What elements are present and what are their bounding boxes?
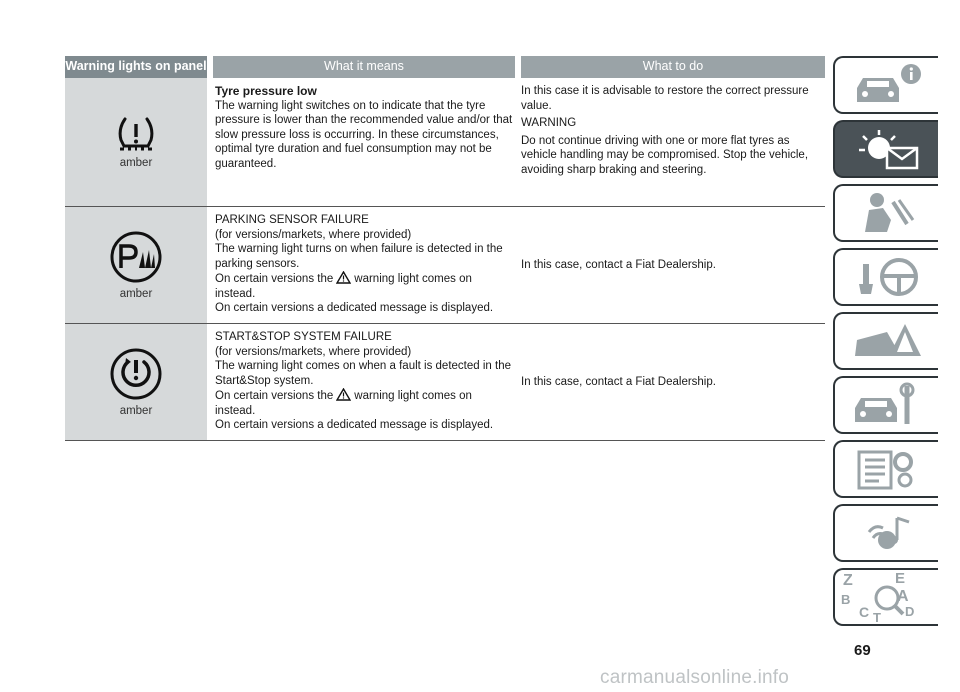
parking-sensor-icon <box>109 230 163 284</box>
emergency-icon <box>847 318 927 364</box>
meaning-text: The warning light switches on to indicate that the tyre pressure is lower than the recommended value and/or that slow pressure loss is occurring. In these circumstances, optimal tyre duration and fuel consumption may not be guaranteed. <box>215 99 513 170</box>
tyre-pressure-icon <box>116 115 156 153</box>
meaning-title: START&STOP SYSTEM FAILURE <box>215 331 392 343</box>
certain-versions-b: warning light comes on instead. <box>215 273 472 300</box>
start-stop-icon <box>109 347 163 401</box>
action-cell <box>513 78 825 206</box>
car-info-icon <box>847 62 927 108</box>
warning-light-cell <box>65 207 207 323</box>
tab-starting-driving[interactable] <box>833 248 938 306</box>
certain-versions-b: warning light comes on instead. <box>215 390 472 417</box>
technical-data-icon <box>847 446 927 492</box>
maintenance-icon <box>847 382 927 428</box>
certain-versions-text <box>215 388 513 418</box>
meaning-title: PARKING SENSOR FAILURE <box>215 214 369 226</box>
meaning-subtitle: (for versions/markets, where provided) <box>215 228 412 241</box>
watermark: carmanualsonline.info <box>600 667 790 688</box>
section-sidebar <box>833 56 939 632</box>
warning-lights-table <box>65 56 825 441</box>
starting-driving-icon <box>847 254 927 300</box>
meaning-cell <box>207 207 513 323</box>
warning-text: Do not continue driving with one or more flat tyres as vehicle handling may be compromised. Stop the vehicle, avoiding sharp braking and steering. <box>521 134 809 176</box>
meaning-text: The warning light turns on when failure is detected in the parking sensors. <box>215 243 503 270</box>
action-text: In this case it is advisable to restore the correct pressure value. <box>521 85 809 112</box>
index-letter: Z <box>843 572 853 589</box>
warning-triangle-icon <box>336 271 351 284</box>
meaning-cell <box>207 324 513 440</box>
warning-light-cell <box>65 324 207 440</box>
action-text: In this case, contact a Fiat Dealership. <box>521 375 716 388</box>
warning-lights-icon <box>847 126 927 172</box>
table-row <box>65 324 825 441</box>
tab-index[interactable] <box>833 568 938 626</box>
color-label: amber <box>119 288 153 300</box>
header-what-it-means: What it means <box>213 56 515 78</box>
tab-car-info[interactable] <box>833 56 938 114</box>
tab-warning-lights[interactable] <box>833 120 938 178</box>
meaning-title: Tyre pressure low <box>215 84 317 98</box>
certain-versions-a: On certain versions the <box>215 273 334 285</box>
multimedia-icon <box>847 510 927 556</box>
index-letter: T <box>873 610 881 625</box>
warning-triangle-icon <box>336 388 351 401</box>
certain-versions-a: On certain versions the <box>215 390 334 402</box>
message-text: On certain versions a dedicated message is displayed. <box>215 302 494 314</box>
action-cell <box>513 207 825 323</box>
table-row <box>65 207 825 324</box>
meaning-cell <box>207 78 513 206</box>
tab-technical-data[interactable] <box>833 440 938 498</box>
table-row <box>65 78 825 207</box>
tab-maintenance[interactable] <box>833 376 938 434</box>
table-header <box>65 56 825 78</box>
page-number: 69 <box>854 642 871 659</box>
color-label: amber <box>119 405 153 417</box>
action-text: In this case, contact a Fiat Dealership. <box>521 258 716 271</box>
tab-safety[interactable] <box>833 184 938 242</box>
header-warning-lights: Warning lights on panel <box>65 56 207 78</box>
index-letter: D <box>905 604 915 619</box>
index-letter: A <box>897 588 909 605</box>
certain-versions-text <box>215 271 513 301</box>
tab-multimedia[interactable] <box>833 504 938 562</box>
action-cell <box>513 324 825 440</box>
header-what-to-do: What to do <box>521 56 825 78</box>
color-label: amber <box>119 157 153 169</box>
tab-emergency[interactable] <box>833 312 938 370</box>
meaning-text: The warning light comes on when a fault is detected in the Start&Stop system. <box>215 360 511 387</box>
index-letter: C <box>859 604 870 620</box>
index-letter: B <box>841 592 851 607</box>
meaning-subtitle: (for versions/markets, where provided) <box>215 345 412 358</box>
index-letter: E <box>895 570 906 587</box>
safety-icon <box>847 190 927 236</box>
warning-label: WARNING <box>521 117 577 129</box>
message-text: On certain versions a dedicated message is displayed. <box>215 419 494 431</box>
warning-light-cell <box>65 78 207 206</box>
